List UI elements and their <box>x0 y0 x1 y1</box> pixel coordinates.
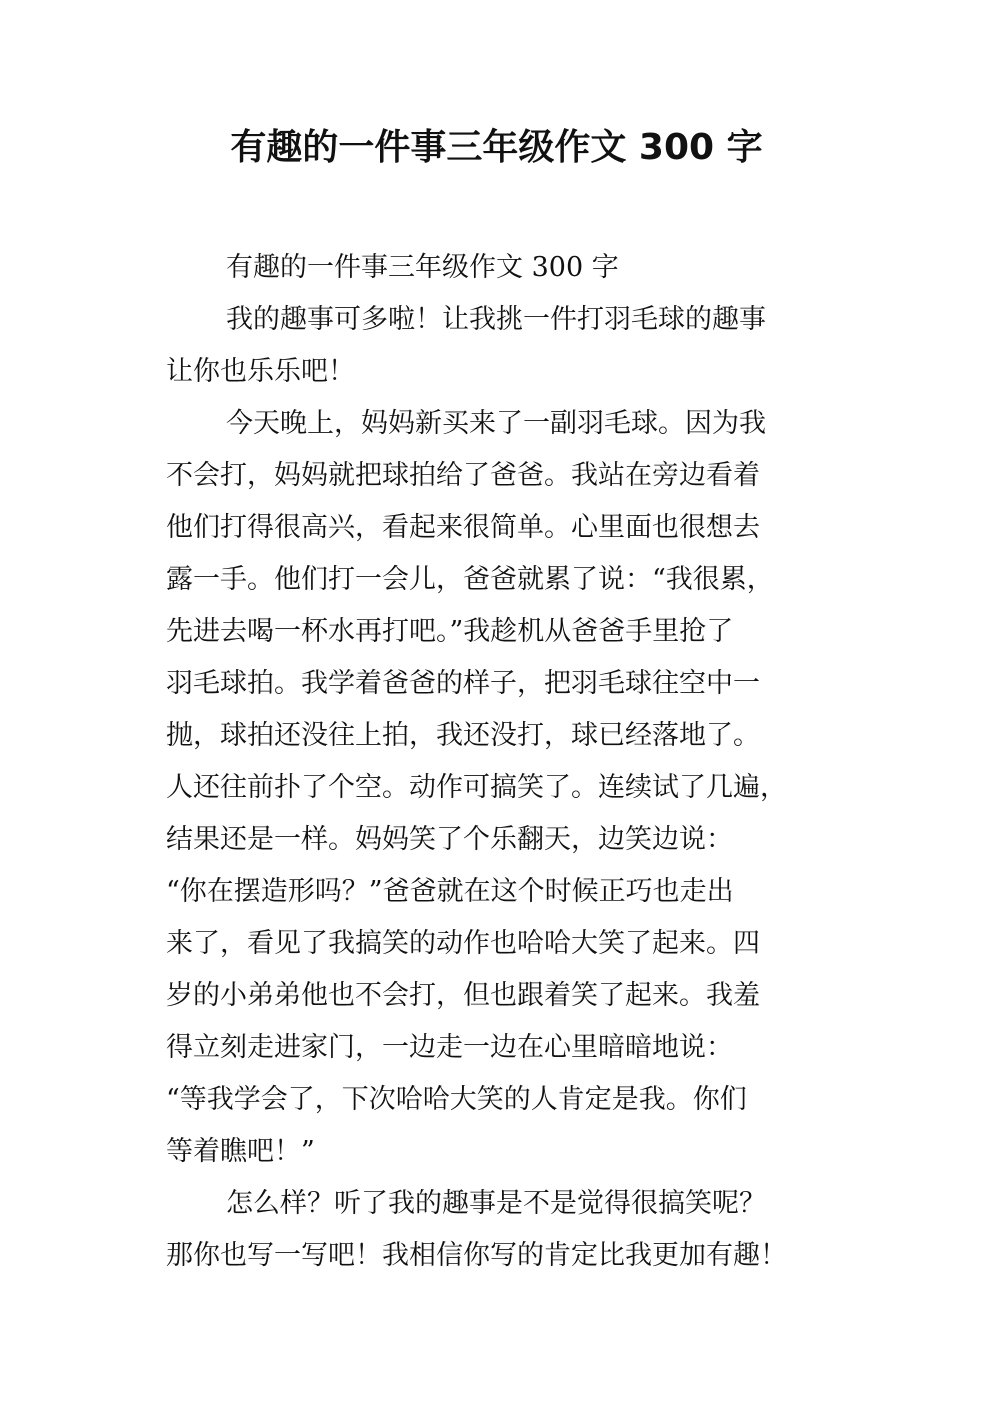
text-line: 今天晚上，妈妈新买来了一副羽毛球。因为我 <box>226 408 766 439</box>
text-line: 那你也写一写吧！我相信你写的肯定比我更加有趣！ <box>166 1240 787 1271</box>
text-line: 先进去喝一杯水再打吧。”我趁机从爸爸手里抢了 <box>166 616 734 647</box>
text-line: 我的趣事可多啦！让我挑一件打羽毛球的趣事 <box>226 304 766 335</box>
text-line: 羽毛球拍。我学着爸爸的样子，把羽毛球往空中一 <box>166 668 760 699</box>
text-line: “等我学会了，下次哈哈大笑的人肯定是我。你们 <box>166 1084 747 1115</box>
text-line: 怎么样？听了我的趣事是不是觉得很搞笑呢？ <box>226 1188 766 1219</box>
text-line: 不会打，妈妈就把球拍给了爸爸。我站在旁边看着 <box>166 460 760 491</box>
text-line: “你在摆造形吗？”爸爸就在这个时候正巧也走出 <box>166 876 734 907</box>
text-line: 露一手。他们打一会儿，爸爸就累了说：“我很累， <box>166 564 774 595</box>
text-line: 抛，球拍还没往上拍，我还没打，球已经落地了。 <box>166 720 760 751</box>
text-line: 结果还是一样。妈妈笑了个乐翻天，边笑边说： <box>166 824 733 855</box>
text-line: 得立刻走进家门，一边走一边在心里暗暗地说： <box>166 1032 733 1063</box>
text-line: 人还往前扑了个空。动作可搞笑了。连续试了几遍， <box>166 772 787 803</box>
document-title: 有趣的一件事三年级作文 300 字 <box>230 127 763 168</box>
text-line: 岁的小弟弟他也不会打，但也跟着笑了起来。我羞 <box>166 980 760 1011</box>
text-line: 来了，看见了我搞笑的动作也哈哈大笑了起来。四 <box>166 928 760 959</box>
text-line: 等着瞧吧！” <box>166 1136 315 1167</box>
text-line: 有趣的一件事三年级作文 300 字 <box>226 252 619 283</box>
text-line: 让你也乐乐吧！ <box>166 356 355 387</box>
text-line: 他们打得很高兴，看起来很简单。心里面也很想去 <box>166 512 760 543</box>
document-body <box>166 242 846 1282</box>
